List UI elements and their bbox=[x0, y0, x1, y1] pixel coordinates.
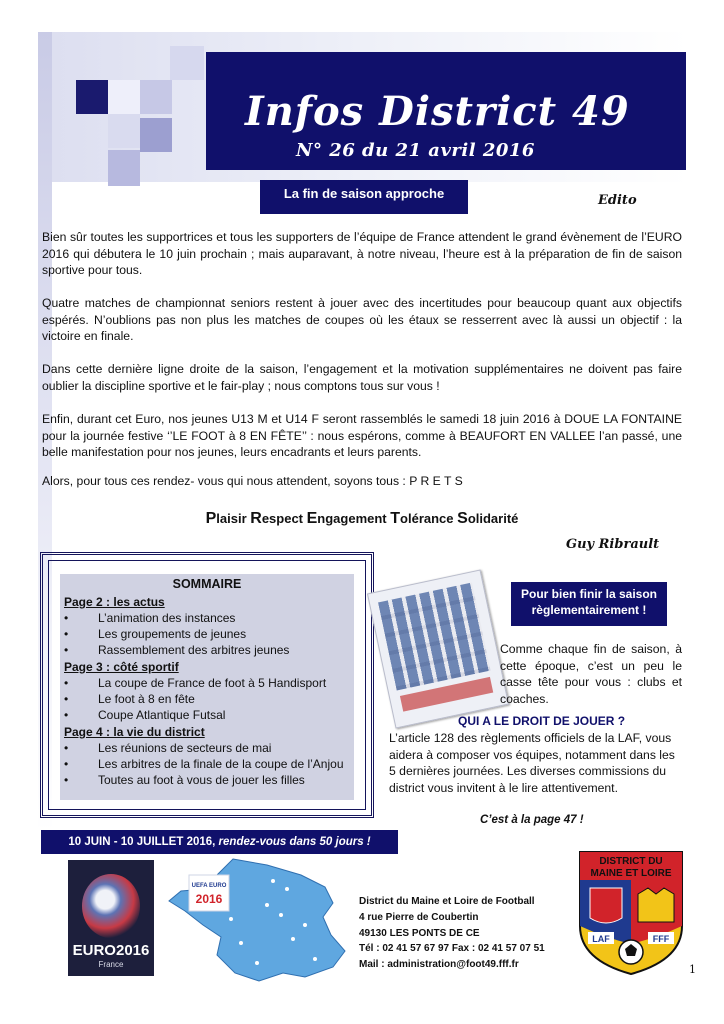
district-crest-logo bbox=[576, 848, 686, 978]
map-label-top: UEFA EURO bbox=[191, 883, 227, 889]
sommaire-item-label: Les arbitres de la finale de la coupe de l’Anjou bbox=[98, 757, 344, 771]
values-motto bbox=[0, 510, 724, 528]
season-end-text: Comme chaque fin de saison, à cette époque, c’est un peu le casse tête pour vous : clubs et coaches. bbox=[500, 642, 682, 706]
euro-date-banner bbox=[41, 830, 398, 854]
address-phone: Tél : 02 41 57 67 97 Fax : 02 41 57 07 51 bbox=[359, 943, 545, 955]
district-address bbox=[359, 894, 545, 973]
decor-square bbox=[76, 80, 108, 114]
edito-paragraph: Alors, pour tous ces rendez- vous qui nous attendent, soyons tous : P R E T S bbox=[42, 474, 463, 488]
motto-word: olidarité bbox=[467, 511, 519, 526]
author-signature: Guy Ribrault bbox=[566, 537, 660, 552]
crest-laf: LAF bbox=[592, 934, 610, 944]
france-host-cities-map bbox=[155, 855, 355, 985]
decor-square bbox=[170, 46, 204, 80]
sommaire-item-label: Toutes au foot à vous de jouer les filles bbox=[98, 773, 305, 787]
decor-square bbox=[108, 150, 140, 186]
motto-initial: E bbox=[306, 510, 318, 527]
decor-square bbox=[140, 118, 172, 152]
decor-square bbox=[108, 114, 140, 148]
address-org: District du Maine et Loire de Football bbox=[359, 896, 535, 907]
address-email[interactable]: Mail : administration@foot49.fff.fr bbox=[359, 959, 519, 971]
sommaire-item-label: Les réunions de secteurs de mai bbox=[98, 741, 272, 755]
eligibility-text: L’article 128 des règlements officiels de la LAF, vous aidera à composer vos équipes, notamment dans les 5 dernières journées. Les diverses commissions du district vous invitent à le lire attentivement. bbox=[389, 731, 675, 795]
motto-word: olérance bbox=[400, 511, 458, 526]
motto-initial: P bbox=[205, 510, 217, 527]
edito-paragraph: Enfin, durant cet Euro, nos jeunes U13 M et U14 F seront rassemblés le samedi 18 juin 2016 à DOUE LA FONTAINE pour la journée festive ‘’LE FOOT à 8 EN FÊTE’’ : nous espérons, comme à BEAUFORT EN VALLEE l’an passé, une belle manifestation pour nos jeunes, leurs encadrants et leurs parents. bbox=[42, 412, 682, 460]
sommaire-item-label: L’animation des instances bbox=[98, 611, 236, 625]
edito-label: Edito bbox=[598, 193, 637, 208]
euro-countdown: rendez-vous dans 50 jours ! bbox=[218, 836, 371, 848]
map-label-year: 2016 bbox=[195, 892, 223, 906]
crest-line1: DISTRICT DU bbox=[599, 856, 663, 867]
sommaire-page3-link[interactable]: Page 3 : côté sportif bbox=[64, 660, 179, 674]
decor-square bbox=[140, 80, 172, 114]
euro-wordmark: EURO2016 bbox=[72, 942, 150, 959]
euro2016-logo bbox=[68, 860, 154, 976]
sommaire-item-label: Le foot à 8 en fête bbox=[98, 692, 195, 706]
address-street: 4 rue Pierre de Coubertin bbox=[359, 911, 479, 923]
crest-fff: FFF bbox=[652, 934, 670, 944]
sommaire-page2-link[interactable]: Page 2 : les actus bbox=[64, 595, 165, 609]
motto-word: espect bbox=[261, 511, 307, 526]
edito-paragraph: Quatre matches de championnat seniors restent à jouer avec des incertitudes pour beaucoup quant aux objectifs espérés. N’oublions pas non plus les matches de coupes où les étaux se resserrent avec là aussi un objectif : la victoire en finale. bbox=[42, 296, 682, 344]
address-city: 49130 LES PONTS DE CE bbox=[359, 927, 480, 939]
eligibility-heading: QUI A LE DROIT DE JOUER ? bbox=[458, 714, 626, 728]
motto-initial: T bbox=[390, 510, 401, 527]
newsletter-title: Infos District 49 bbox=[245, 88, 630, 135]
crest-line2: MAINE ET LOIRE bbox=[590, 868, 672, 879]
motto-initial: R bbox=[250, 510, 262, 527]
issue-number: N° 26 du 21 avril 2016 bbox=[296, 140, 535, 161]
motto-word: laisir bbox=[216, 511, 251, 526]
sommaire-item-label: Rassemblement des arbitres jeunes bbox=[98, 643, 290, 657]
edito-paragraph: Dans cette dernière ligne droite de la saison, l’engagement et la motivation supplémentaires ne doivent pas faire oublier la discipline sportive et le fair-play ; nous comptons tous sur vous ! bbox=[42, 362, 682, 393]
euro-country: France bbox=[98, 960, 124, 969]
edito-paragraph: Bien sûr toutes les supportrices et tous les supporters de l’équipe de France attendent le grand évènement de l’EURO 2016 qui débutera le 10 juin prochain ; mais auparavant, à notre niveau, l’heure est à la préparation de fin de saison sportive pour tous. bbox=[42, 230, 682, 278]
cup-draw-image bbox=[367, 569, 509, 728]
motto-word: ngagement bbox=[317, 511, 391, 526]
sommaire-item-label: Les groupements de jeunes bbox=[98, 627, 247, 641]
page-number: 1 bbox=[689, 963, 696, 976]
decor-square bbox=[108, 80, 140, 114]
sommaire-page4-link[interactable]: Page 4 : la vie du district bbox=[64, 725, 205, 739]
sommaire-title: SOMMAIRE bbox=[172, 577, 242, 591]
euro-dates: 10 JUIN - 10 JUILLET 2016, bbox=[68, 836, 219, 848]
page-reference: C’est à la page 47 ! bbox=[480, 814, 584, 826]
sommaire-item-label: La coupe de France de foot à 5 Handisport bbox=[98, 676, 327, 690]
section-banner: La fin de saison approche bbox=[260, 180, 468, 214]
motto-initial: S bbox=[457, 510, 468, 527]
season-end-banner: Pour bien finir la saison règlementairement ! bbox=[511, 582, 667, 626]
sommaire-item-label: Coupe Atlantique Futsal bbox=[98, 708, 226, 722]
